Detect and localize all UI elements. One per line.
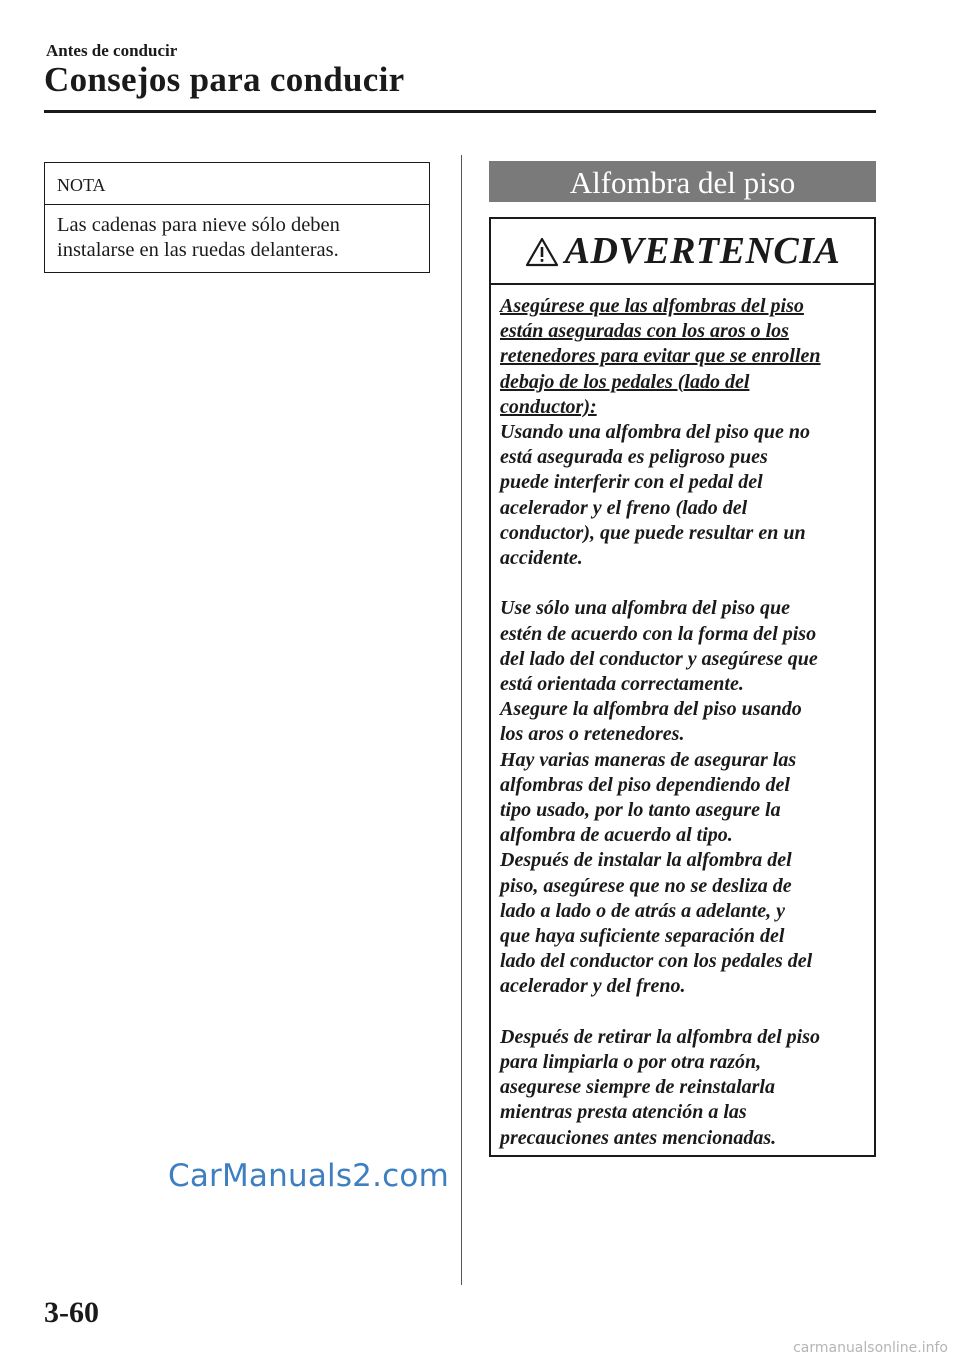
warning-line: alfombra de acuerdo al tipo. <box>500 824 733 847</box>
warning-line: acelerador y el freno (lado del <box>500 496 748 519</box>
warning-line: alfombras del piso dependiendo del <box>500 773 790 796</box>
warning-line: puede interferir con el pedal del <box>500 471 763 494</box>
paragraph-gap <box>500 1000 866 1025</box>
warning-line: que haya suficiente separación del <box>500 925 785 948</box>
warning-line: Después de retirar la alfombra del piso <box>500 1025 820 1048</box>
note-line: Las cadenas para nieve sólo deben <box>57 214 340 236</box>
warning-header <box>491 219 874 285</box>
paragraph-gap <box>500 571 866 596</box>
warning-triangle-icon <box>525 235 559 267</box>
warning-underlined-line: debajo de los pedales (lado del <box>500 370 750 393</box>
warning-line: del lado del conductor y asegúrese que <box>500 647 818 670</box>
warning-line: acelerador y del freno. <box>500 975 686 998</box>
warning-line: piso, asegúrese que no se desliza de <box>500 874 792 897</box>
warning-line: tipo usado, por lo tanto asegure la <box>500 799 781 822</box>
page-number: 3-60 <box>44 1296 99 1329</box>
warning-line: Use sólo una alfombra del piso que <box>500 597 791 620</box>
warning-line: los aros o retenedores. <box>500 723 685 746</box>
section-title-bar: Alfombra del piso <box>489 161 876 202</box>
warning-line: Hay varias maneras de asegurar las <box>500 748 797 771</box>
column-divider <box>461 155 462 1285</box>
warning-line: precauciones antes mencionadas. <box>500 1126 777 1149</box>
warning-line: accidente. <box>500 547 583 570</box>
footer-site-link[interactable]: carmanualsonline.info <box>793 1340 948 1356</box>
warning-line: conductor), que puede resultar en un <box>500 521 806 544</box>
warning-underlined-line: Asegúrese que las alfombras del piso <box>500 295 804 317</box>
note-line: instalarse en las ruedas delanteras. <box>57 239 339 261</box>
header-rule <box>44 110 876 113</box>
page-title: Consejos para conducir <box>44 60 405 99</box>
warning-underlined-line: conductor): <box>500 395 597 418</box>
warning-line: lado del conductor con los pedales del <box>500 950 813 973</box>
warning-line: estén de acuerdo con la forma del piso <box>500 622 817 645</box>
warning-line: está orientada correctamente. <box>500 673 744 696</box>
warning-box <box>489 217 876 1157</box>
warning-line: Asegure la alfombra del piso usando <box>500 698 802 721</box>
note-text <box>45 205 429 263</box>
warning-underlined-line: retenedores para evitar que se enrollen <box>500 345 821 368</box>
header-section-label: Antes de conducir <box>46 41 178 60</box>
warning-title: ADVERTENCIA <box>564 230 841 272</box>
warning-line: está asegurada es peligroso pues <box>500 446 768 469</box>
warning-underlined-line: están aseguradas con los aros o los <box>500 320 789 343</box>
note-heading: NOTA <box>45 163 429 205</box>
warning-line: Usando una alfombra del piso que no <box>500 421 811 444</box>
warning-line: mientras presta atención a las <box>500 1101 747 1124</box>
warning-body <box>491 285 874 1151</box>
note-box <box>44 162 430 273</box>
warning-line: para limpiarla o por otra razón, <box>500 1051 762 1074</box>
warning-line: lado a lado o de atrás a adelante, y <box>500 899 785 922</box>
warning-line: Después de instalar la alfombra del <box>500 849 792 872</box>
warning-line: asegurese siempre de reinstalarla <box>500 1076 775 1099</box>
watermark-logo: CarManuals2.com <box>168 1158 449 1194</box>
